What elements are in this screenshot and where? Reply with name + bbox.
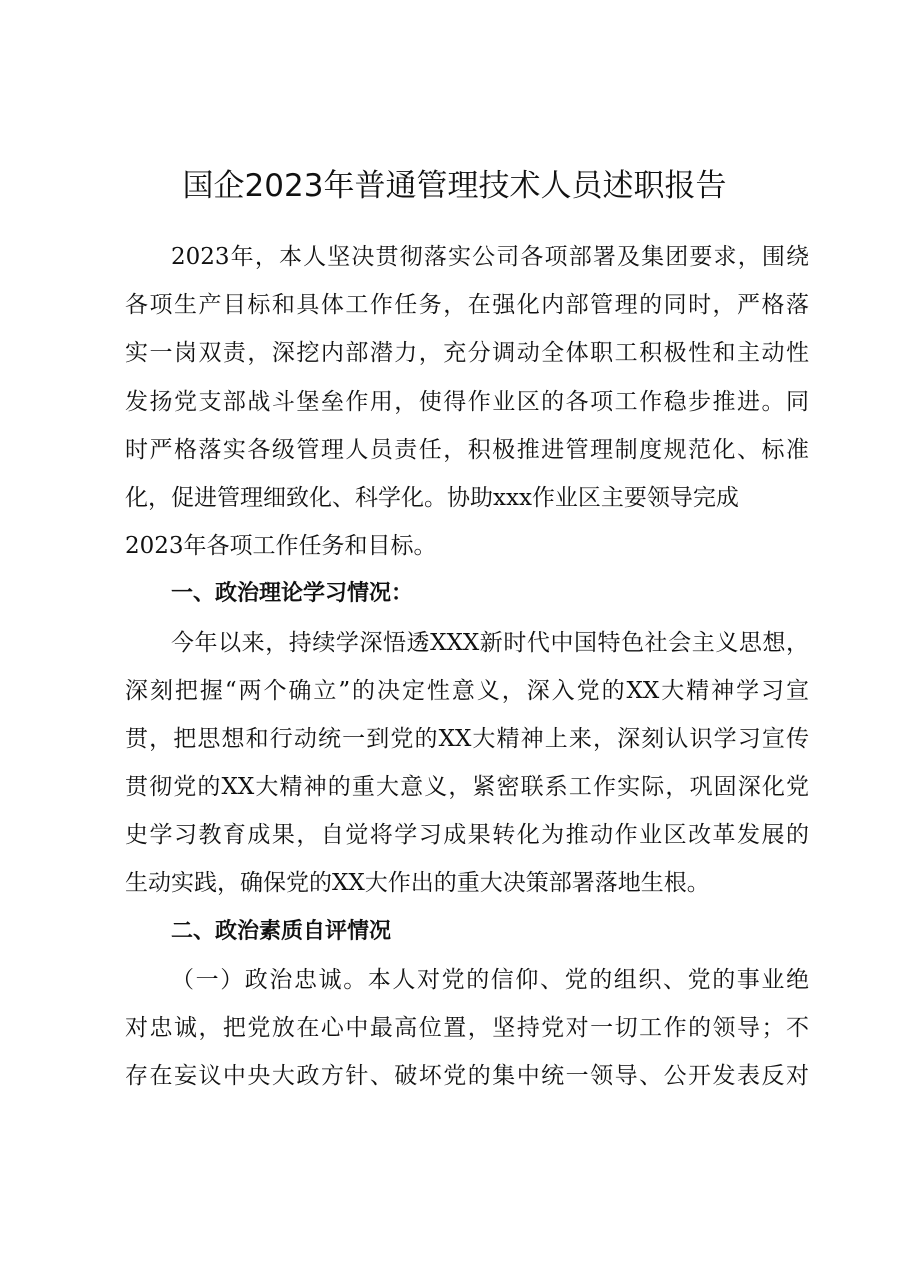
paragraph-line: 贯，把思想和行动统一到党的XX大精神上来，深刻认识学习宣传 [125,725,809,752]
paragraph-line: 对忠诚，把党放在心中最高位置，坚持党对一切工作的领导；不 [125,1015,809,1041]
paragraph-line: 深刻把握“两个确立”的决定性意义，深入党的XX大精神学习宣 [125,677,809,704]
document-title: 国企2023年普通管理技术人员述职报告 [182,168,727,204]
paragraph-line: 各项生产目标和具体工作任务，在强化内部管理的同时，严格落 [125,292,809,319]
paragraph-line: 贯彻党的XX大精神的重大意义，紧密联系工作实际，巩固深化党 [125,774,809,801]
paragraph-line: 2023年各项工作任务和目标。 [125,533,437,560]
paragraph-line: 存在妄议中央大政方针、破坏党的集中统一领导、公开发表反对 [125,1063,809,1090]
paragraph-line: 2023年，本人坚决贯彻落实公司各项部署及集团要求，围绕 [171,244,809,270]
paragraph-line: 化，促进管理细致化、科学化。协助xxx作业区主要领导完成 [125,484,739,511]
paragraph-line: （一）政治忠诚。本人对党的信仰、党的组织、党的事业绝 [171,966,809,993]
paragraph-line: 发扬党支部战斗堡垒作用，使得作业区的各项工作稳步推进。同 [125,388,809,415]
document-body [125,233,809,1100]
section-heading-political-quality: 二、政治素质自评情况 [171,918,392,944]
paragraph-line: 今年以来，持续学深悟透XXX新时代中国特色社会主义思想， [171,629,809,656]
paragraph-line: 时严格落实各级管理人员责任，积极推进管理制度规范化、标准 [125,436,809,463]
paragraph-line: 史学习教育成果，自觉将学习成果转化为推动作业区改革发展的 [125,822,809,849]
paragraph-line: 实一岗双责，深挖内部潜力，充分调动全体职工积极性和主动性 [125,340,809,367]
paragraph-line: 生动实践，确保党的XX大作出的重大决策部署落地生根。 [125,870,710,897]
section-heading-political-theory: 一、政治理论学习情况： [171,581,414,607]
